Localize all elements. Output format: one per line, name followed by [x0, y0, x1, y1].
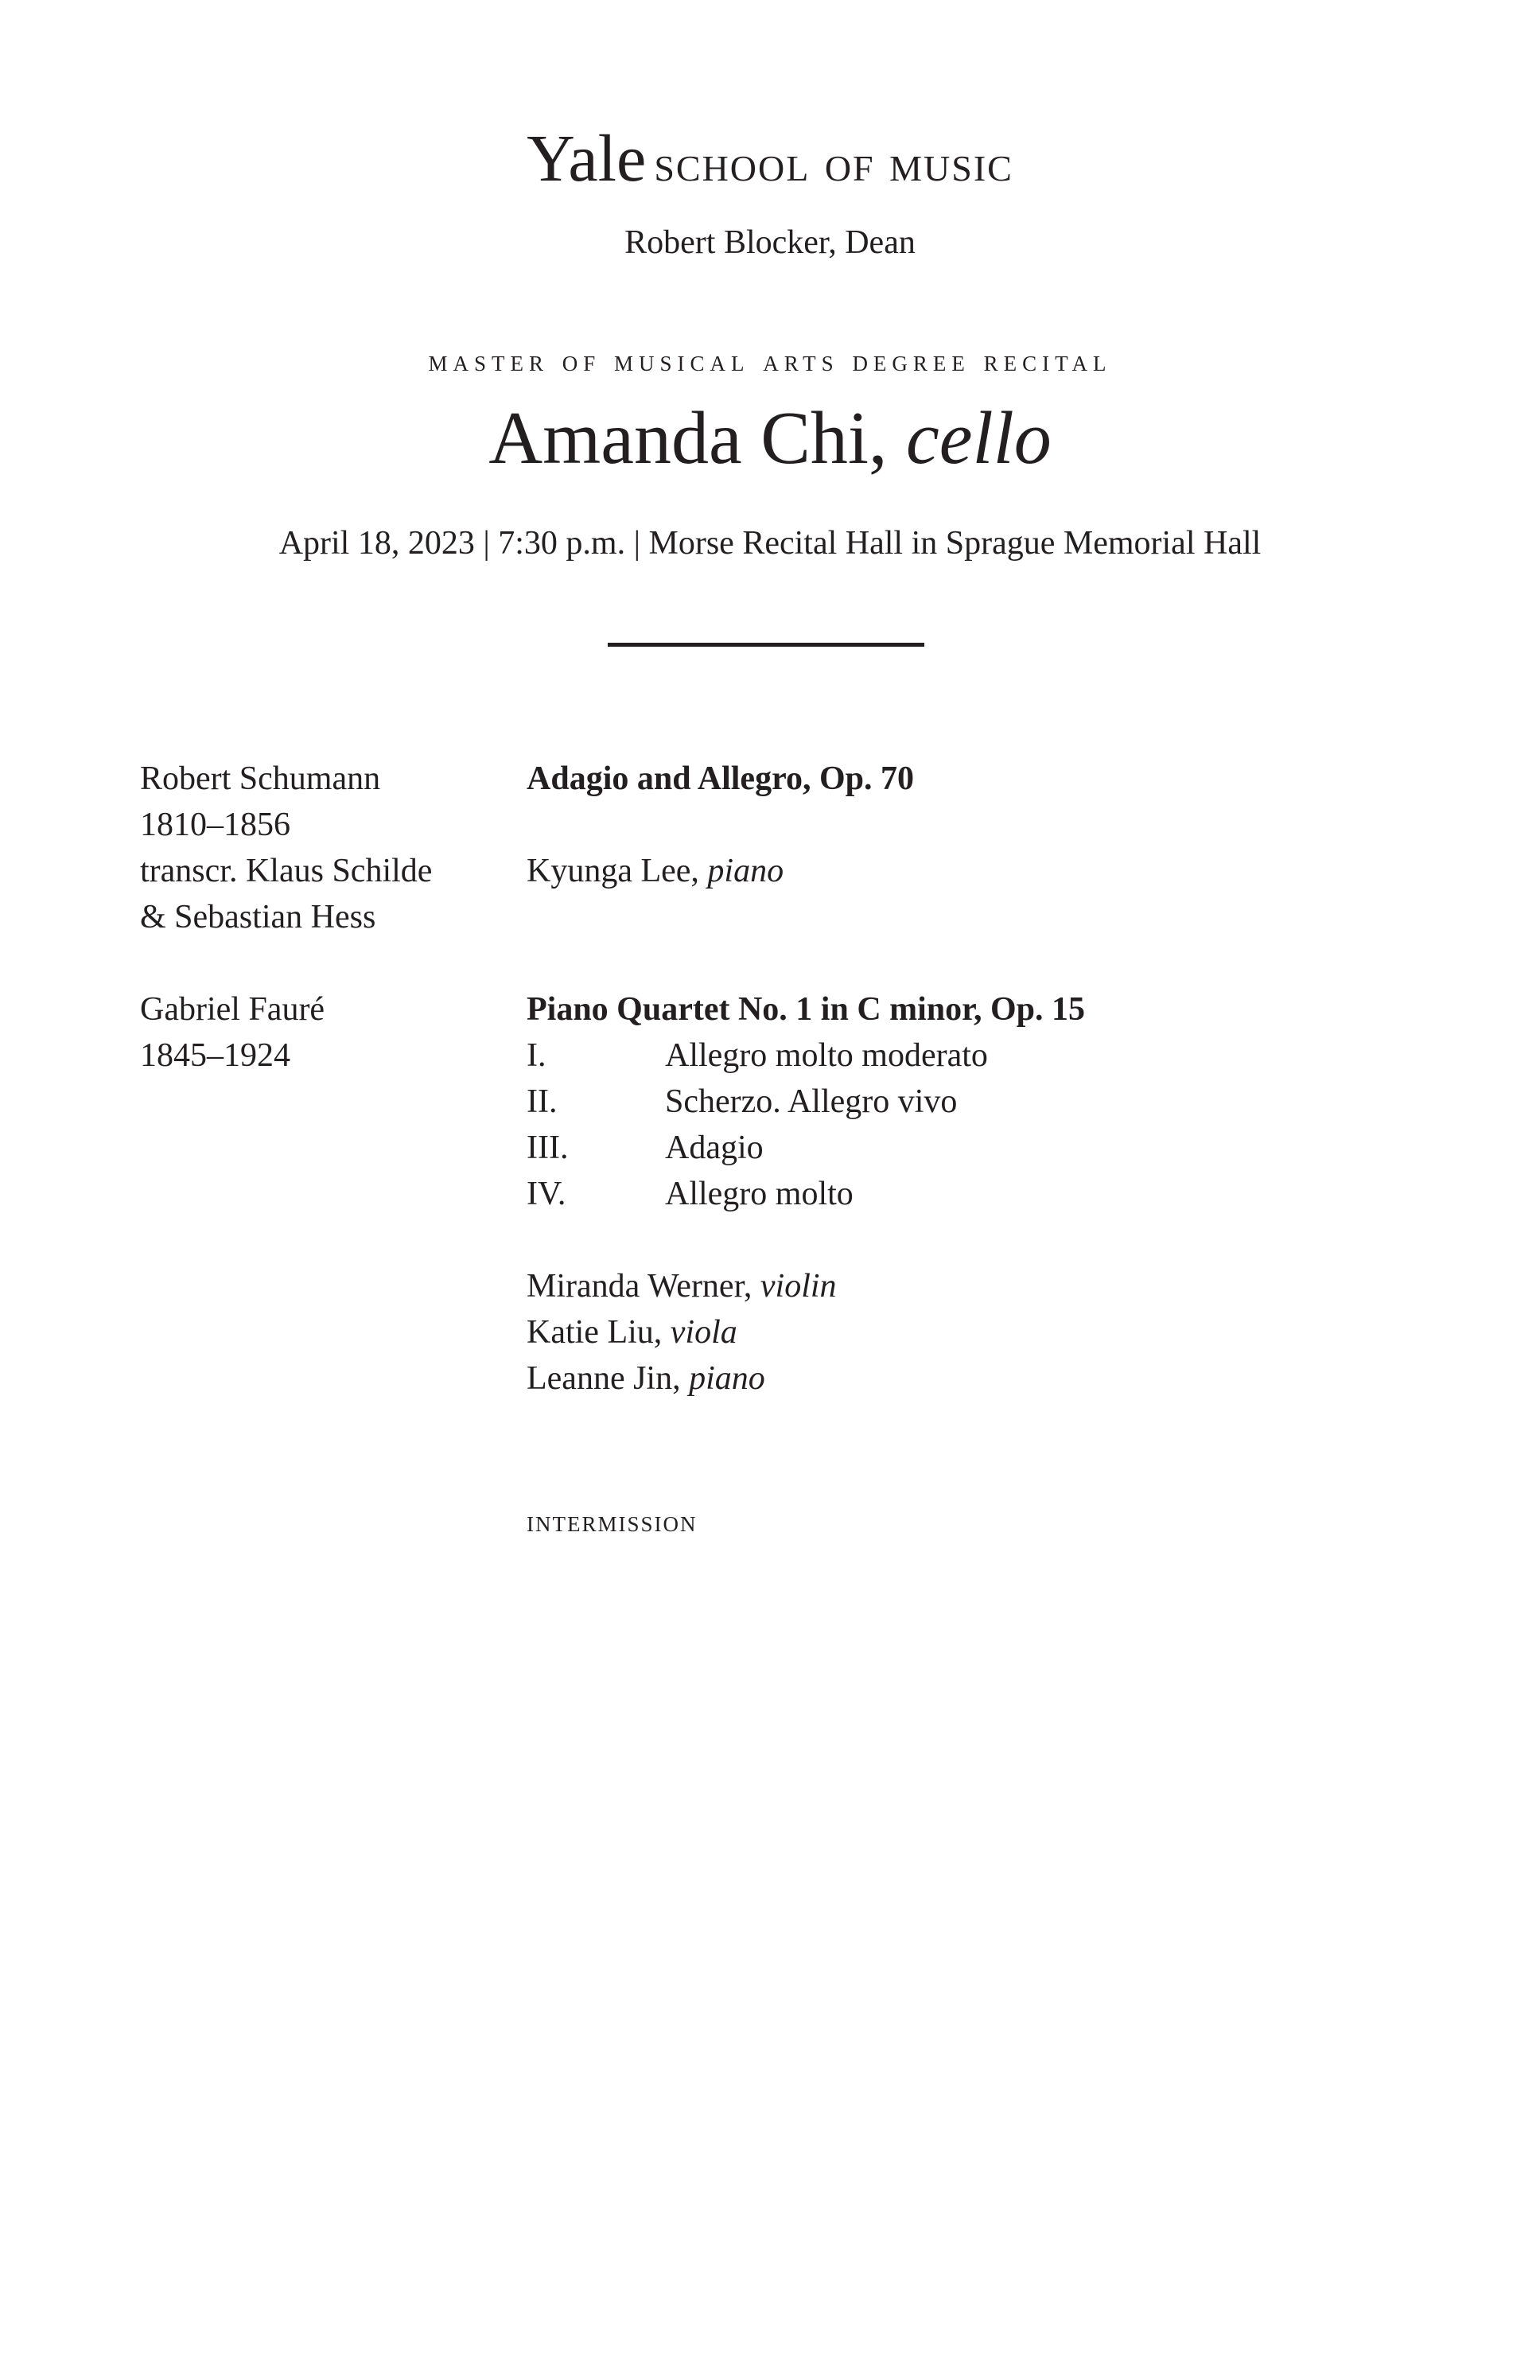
collaborator-name: Kyunga Lee, [527, 853, 699, 889]
movement-number: I. [527, 1037, 546, 1074]
recital-type: master of musical arts degree recital [428, 344, 1112, 378]
collaborator-line [527, 848, 1402, 894]
work-title: Piano Quartet No. 1 in C minor, Op. 15 [527, 991, 1085, 1028]
movement-line [527, 1171, 1402, 1217]
collaborator-instrument: piano [689, 1360, 765, 1397]
school-of-music-logotype: school of music [654, 134, 1013, 192]
school-wordmark [0, 122, 1540, 196]
divider-rule [608, 643, 924, 647]
collaborator-instrument: piano [707, 853, 784, 889]
performer-instrument: cello [906, 397, 1052, 480]
work-title: Adagio and Allegro, Op. 70 [527, 760, 914, 797]
composer-line: & Sebastian Hess [140, 899, 376, 935]
collaborator-instrument: violin [760, 1268, 837, 1305]
collaborator-line [527, 1355, 1402, 1402]
composer-line: Robert Schumann [140, 760, 381, 797]
movement-line [527, 1125, 1402, 1171]
movement-name: Allegro molto moderato [665, 1037, 988, 1074]
performer-heading [0, 398, 1540, 480]
movement-name: Scherzo. Allegro vivo [665, 1083, 958, 1120]
composer-block [140, 986, 522, 1079]
composer-line: 1845–1924 [140, 1037, 290, 1074]
composer-block [140, 756, 522, 940]
movement-number: II. [527, 1083, 558, 1120]
collaborator-name: Katie Liu, [527, 1314, 663, 1351]
event-details: April 18, 2023 | 7:30 p.m. | Morse Recital Hall in Sprague Memorial Hall [278, 525, 1262, 562]
movement-number: III. [527, 1130, 569, 1166]
movement-name: Allegro molto [665, 1176, 854, 1212]
work-block [527, 986, 1402, 1402]
movement-number: IV. [527, 1176, 566, 1212]
movement-name: Adagio [665, 1130, 764, 1166]
performer-name: Amanda Chi, [488, 397, 888, 480]
intermission-label: intermission [527, 1504, 698, 1538]
collaborator-name: Miranda Werner, [527, 1268, 752, 1305]
work-block [527, 756, 1402, 894]
movement-line [527, 1032, 1402, 1079]
composer-line: transcr. Klaus Schilde [140, 853, 433, 889]
yale-logotype: Yale [527, 122, 647, 196]
collaborator-line [527, 1309, 1402, 1355]
composer-line: Gabriel Fauré [140, 991, 325, 1028]
collaborator-instrument: viola [670, 1314, 737, 1351]
collaborator-line [527, 1263, 1402, 1309]
movement-line [527, 1079, 1402, 1125]
composer-line: 1810–1856 [140, 807, 290, 843]
dean-line: Robert Blocker, Dean [624, 224, 916, 261]
collaborator-name: Leanne Jin, [527, 1360, 681, 1397]
